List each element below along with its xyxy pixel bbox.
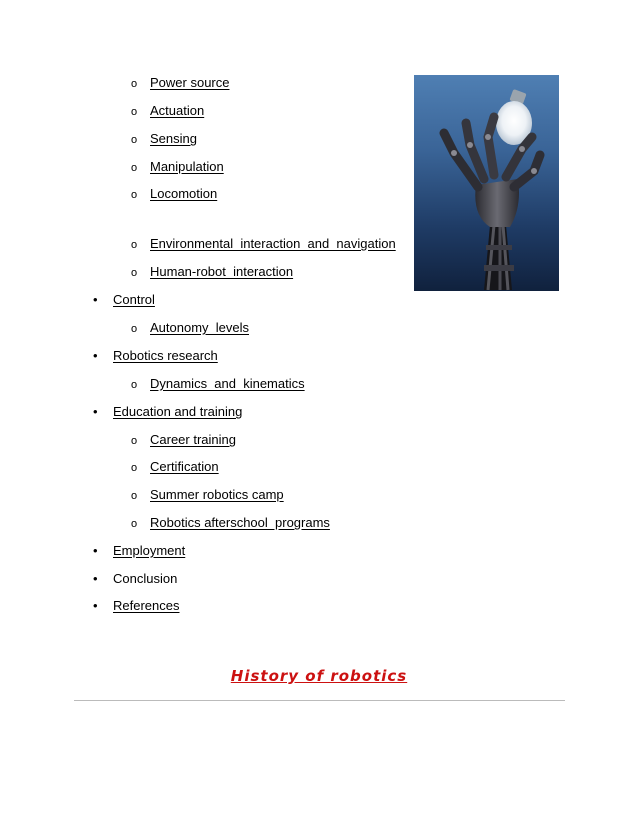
- toc-link-autonomy-levels[interactable]: Autonomy levels: [150, 320, 249, 335]
- toc-link-actuation[interactable]: Actuation: [150, 103, 205, 118]
- toc-link-robotics-research[interactable]: Robotics research: [113, 348, 218, 363]
- robot-hand-illustration: [414, 75, 559, 291]
- sub-bullet-marker: o: [131, 134, 138, 146]
- toc-link-human-robot-interaction[interactable]: Human-robot interaction: [150, 264, 294, 279]
- section-heading: History of robotics: [230, 667, 408, 685]
- toc-link-environmental-interaction[interactable]: Environmental interaction and navigation: [150, 236, 396, 251]
- bullet-marker: •: [93, 598, 98, 613]
- toc-link-employment[interactable]: Employment: [113, 543, 186, 558]
- sub-bullet-marker: o: [131, 518, 138, 530]
- sub-bullet-marker: o: [131, 379, 138, 391]
- toc-link-certification[interactable]: Certification: [150, 459, 219, 474]
- sub-bullet-marker: o: [131, 323, 138, 335]
- horizontal-rule: [74, 700, 565, 701]
- toc-text-conclusion: Conclusion: [113, 571, 178, 586]
- toc-link-dynamics-kinematics[interactable]: Dynamics and kinematics: [150, 376, 305, 391]
- sub-bullet-marker: o: [131, 162, 138, 174]
- toc-link-career-training[interactable]: Career training: [150, 432, 236, 447]
- sub-bullet-marker: o: [131, 462, 138, 474]
- sub-bullet-marker: o: [131, 435, 138, 447]
- toc-link-power-source[interactable]: Power source: [150, 75, 230, 90]
- sub-bullet-marker: o: [131, 267, 138, 279]
- toc-link-control[interactable]: Control: [113, 292, 155, 307]
- toc-link-manipulation[interactable]: Manipulation: [150, 159, 224, 174]
- robot-hand-photo: [414, 75, 559, 291]
- sub-bullet-marker: o: [131, 239, 138, 251]
- sub-bullet-marker: o: [131, 490, 138, 502]
- sub-bullet-marker: o: [131, 106, 138, 118]
- toc-link-afterschool-programs[interactable]: Robotics afterschool programs: [150, 515, 330, 530]
- bullet-marker: •: [93, 292, 98, 307]
- toc-link-references[interactable]: References: [113, 598, 180, 613]
- toc-link-education-training[interactable]: Education and training: [113, 404, 243, 419]
- bullet-marker: •: [93, 404, 98, 419]
- sub-bullet-marker: o: [131, 78, 138, 90]
- bullet-marker: •: [93, 571, 98, 586]
- bullet-marker: •: [93, 348, 98, 363]
- toc-link-sensing[interactable]: Sensing: [150, 131, 197, 146]
- sub-bullet-marker: o: [131, 189, 138, 201]
- toc-link-locomotion[interactable]: Locomotion: [150, 186, 218, 201]
- bullet-marker: •: [93, 543, 98, 558]
- toc-link-summer-camp[interactable]: Summer robotics camp: [150, 487, 284, 502]
